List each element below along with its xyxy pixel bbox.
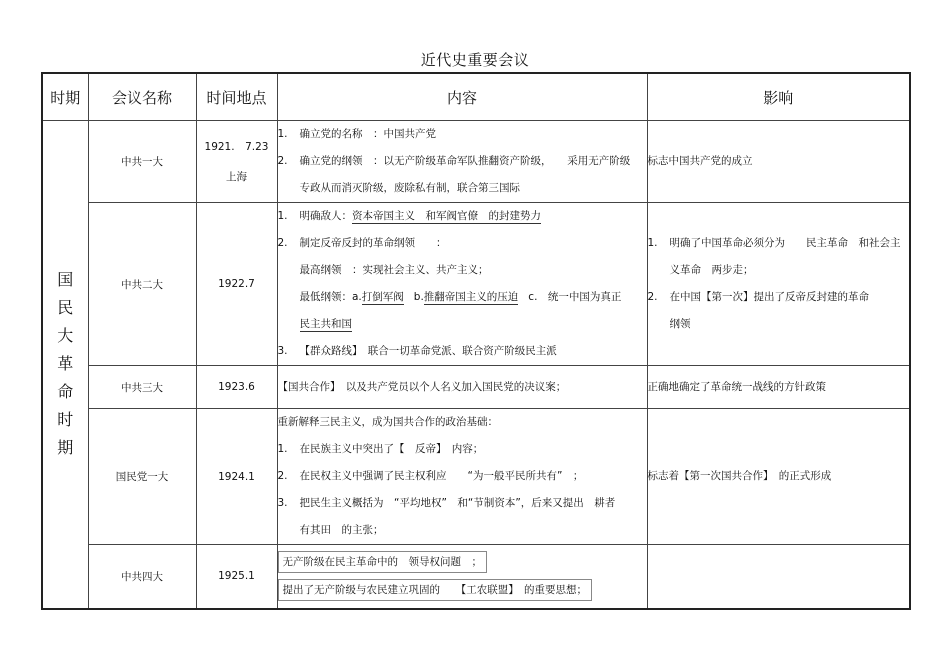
impact-line: 义革命 两步走； — [669, 264, 754, 276]
meeting-name: 中共四大 — [88, 545, 196, 609]
content-line: 有其田 的主张； — [299, 524, 384, 536]
header-impact: 影响 — [647, 73, 910, 121]
period-char: 时 — [57, 410, 74, 430]
meeting-impact — [647, 409, 910, 545]
content-line: 1. 确立党的名称 ：中国共产党 — [277, 128, 436, 140]
period-char: 期 — [57, 438, 74, 458]
content-line: 1. 在民族主义中突出了【 反帝】 内容； — [277, 443, 484, 455]
meeting-name: 国民党一大 — [88, 409, 196, 545]
time-text: 1923.6 — [218, 381, 255, 393]
time-text: 1924.1 — [218, 470, 255, 483]
meeting-content — [277, 121, 647, 203]
content-line: 3. 把民生主义概括为 “平均地权” 和“节制资本”，后来又提出 耕者 — [277, 497, 616, 509]
meeting-name: 中共三大 — [88, 366, 196, 409]
content-line: 3. 【群众路线】 联合一切革命党派、联合资产阶级民主派 — [277, 345, 557, 357]
underlined-text: 民主共和国 — [299, 318, 352, 330]
content-line: 专政从而消灭阶级，废除私有制，联合第三国际 — [299, 182, 520, 194]
meeting-content — [277, 545, 647, 609]
header-period: 时期 — [42, 73, 88, 121]
meeting-content — [277, 366, 647, 409]
table-row — [42, 409, 910, 545]
meeting-time-place — [196, 366, 277, 409]
header-time-place: 时间地点 — [196, 73, 277, 121]
table-row — [42, 545, 910, 609]
content-line: 最低纲领：a.打倒军阀 b.推翻帝国主义的压迫 c. 统一中国为真正 — [299, 291, 622, 303]
meeting-content — [277, 409, 647, 545]
boxed-content-line: 无产阶级在民主革命中的 领导权问题 ； — [278, 551, 488, 573]
boxed-content-line: 提出了无产阶级与农民建立巩固的 【工农联盟】 的重要思想； — [278, 579, 593, 601]
document-title: 近代史重要会议 — [420, 51, 530, 69]
impact-line: 标志中国共产党的成立 — [647, 155, 753, 167]
impact-line: 正确地确定了革命统一战线的方针政策 — [647, 380, 826, 393]
underlined-text: 打倒军阀 — [361, 291, 404, 303]
impact-line: 2. 在中国【第一次】提出了反帝反封建的革命 — [647, 291, 869, 303]
underlined-text: 推翻帝国主义的压迫 — [423, 291, 519, 303]
header-meeting-name: 会议名称 — [88, 73, 196, 121]
underlined-text: 资本帝国主义 和军阀官僚 的封建势力 — [352, 210, 541, 222]
table-row — [42, 366, 910, 409]
place-text: 上海 — [226, 170, 247, 183]
meeting-impact — [647, 545, 910, 609]
time-text: 1922.7 — [218, 278, 255, 290]
header-row — [42, 73, 910, 121]
impact-line: 1. 明确了中国革命必须分为 民主革命 和社会主 — [647, 237, 901, 249]
meeting-impact — [647, 121, 910, 203]
content-line: 1. 明确敌人：资本帝国主义 和军阀官僚 的封建势力 — [277, 210, 541, 222]
time-text: 1925.1 — [218, 570, 255, 583]
header-content: 内容 — [277, 73, 647, 121]
table-row — [42, 203, 910, 366]
period-char: 民 — [57, 298, 74, 318]
period-char: 国 — [57, 270, 74, 290]
meeting-time-place — [196, 545, 277, 609]
content-line: 2. 在民权主义中强调了民主权利应 “为一般平民所共有” ； — [277, 470, 584, 482]
content-line: 2. 制定反帝反封的革命纲领 ： — [277, 237, 447, 249]
period-char: 大 — [57, 326, 74, 346]
meeting-time-place — [196, 121, 277, 203]
meeting-name: 中共一大 — [88, 121, 196, 203]
content-line: 2. 确立党的纲领 ：以无产阶级革命军队推翻资产阶级， 采用无产阶级 — [277, 155, 631, 167]
impact-line: 纲领 — [669, 318, 691, 330]
period-char: 革 — [57, 354, 74, 374]
meeting-name: 中共二大 — [88, 203, 196, 366]
meetings-table — [41, 72, 911, 610]
period-char: 命 — [57, 382, 74, 402]
impact-line: 标志着【第一次国共合作】 的正式形成 — [647, 470, 832, 482]
time-text: 1921. 7.23 — [204, 140, 269, 153]
meeting-impact — [647, 366, 910, 409]
meeting-time-place — [196, 203, 277, 366]
table-row — [42, 121, 910, 203]
content-line: 最高纲领 ：实现社会主义、共产主义； — [299, 264, 489, 276]
meeting-impact — [647, 203, 910, 366]
content-line: 重新解释三民主义，成为国共合作的政治基础： — [277, 416, 498, 428]
meeting-content — [277, 203, 647, 366]
content-line — [278, 311, 647, 338]
meeting-time-place — [196, 409, 277, 545]
content-line: 【国共合作】 以及共产党员以个人名义加入国民党的决议案； — [277, 380, 567, 393]
period-cell — [42, 121, 88, 609]
